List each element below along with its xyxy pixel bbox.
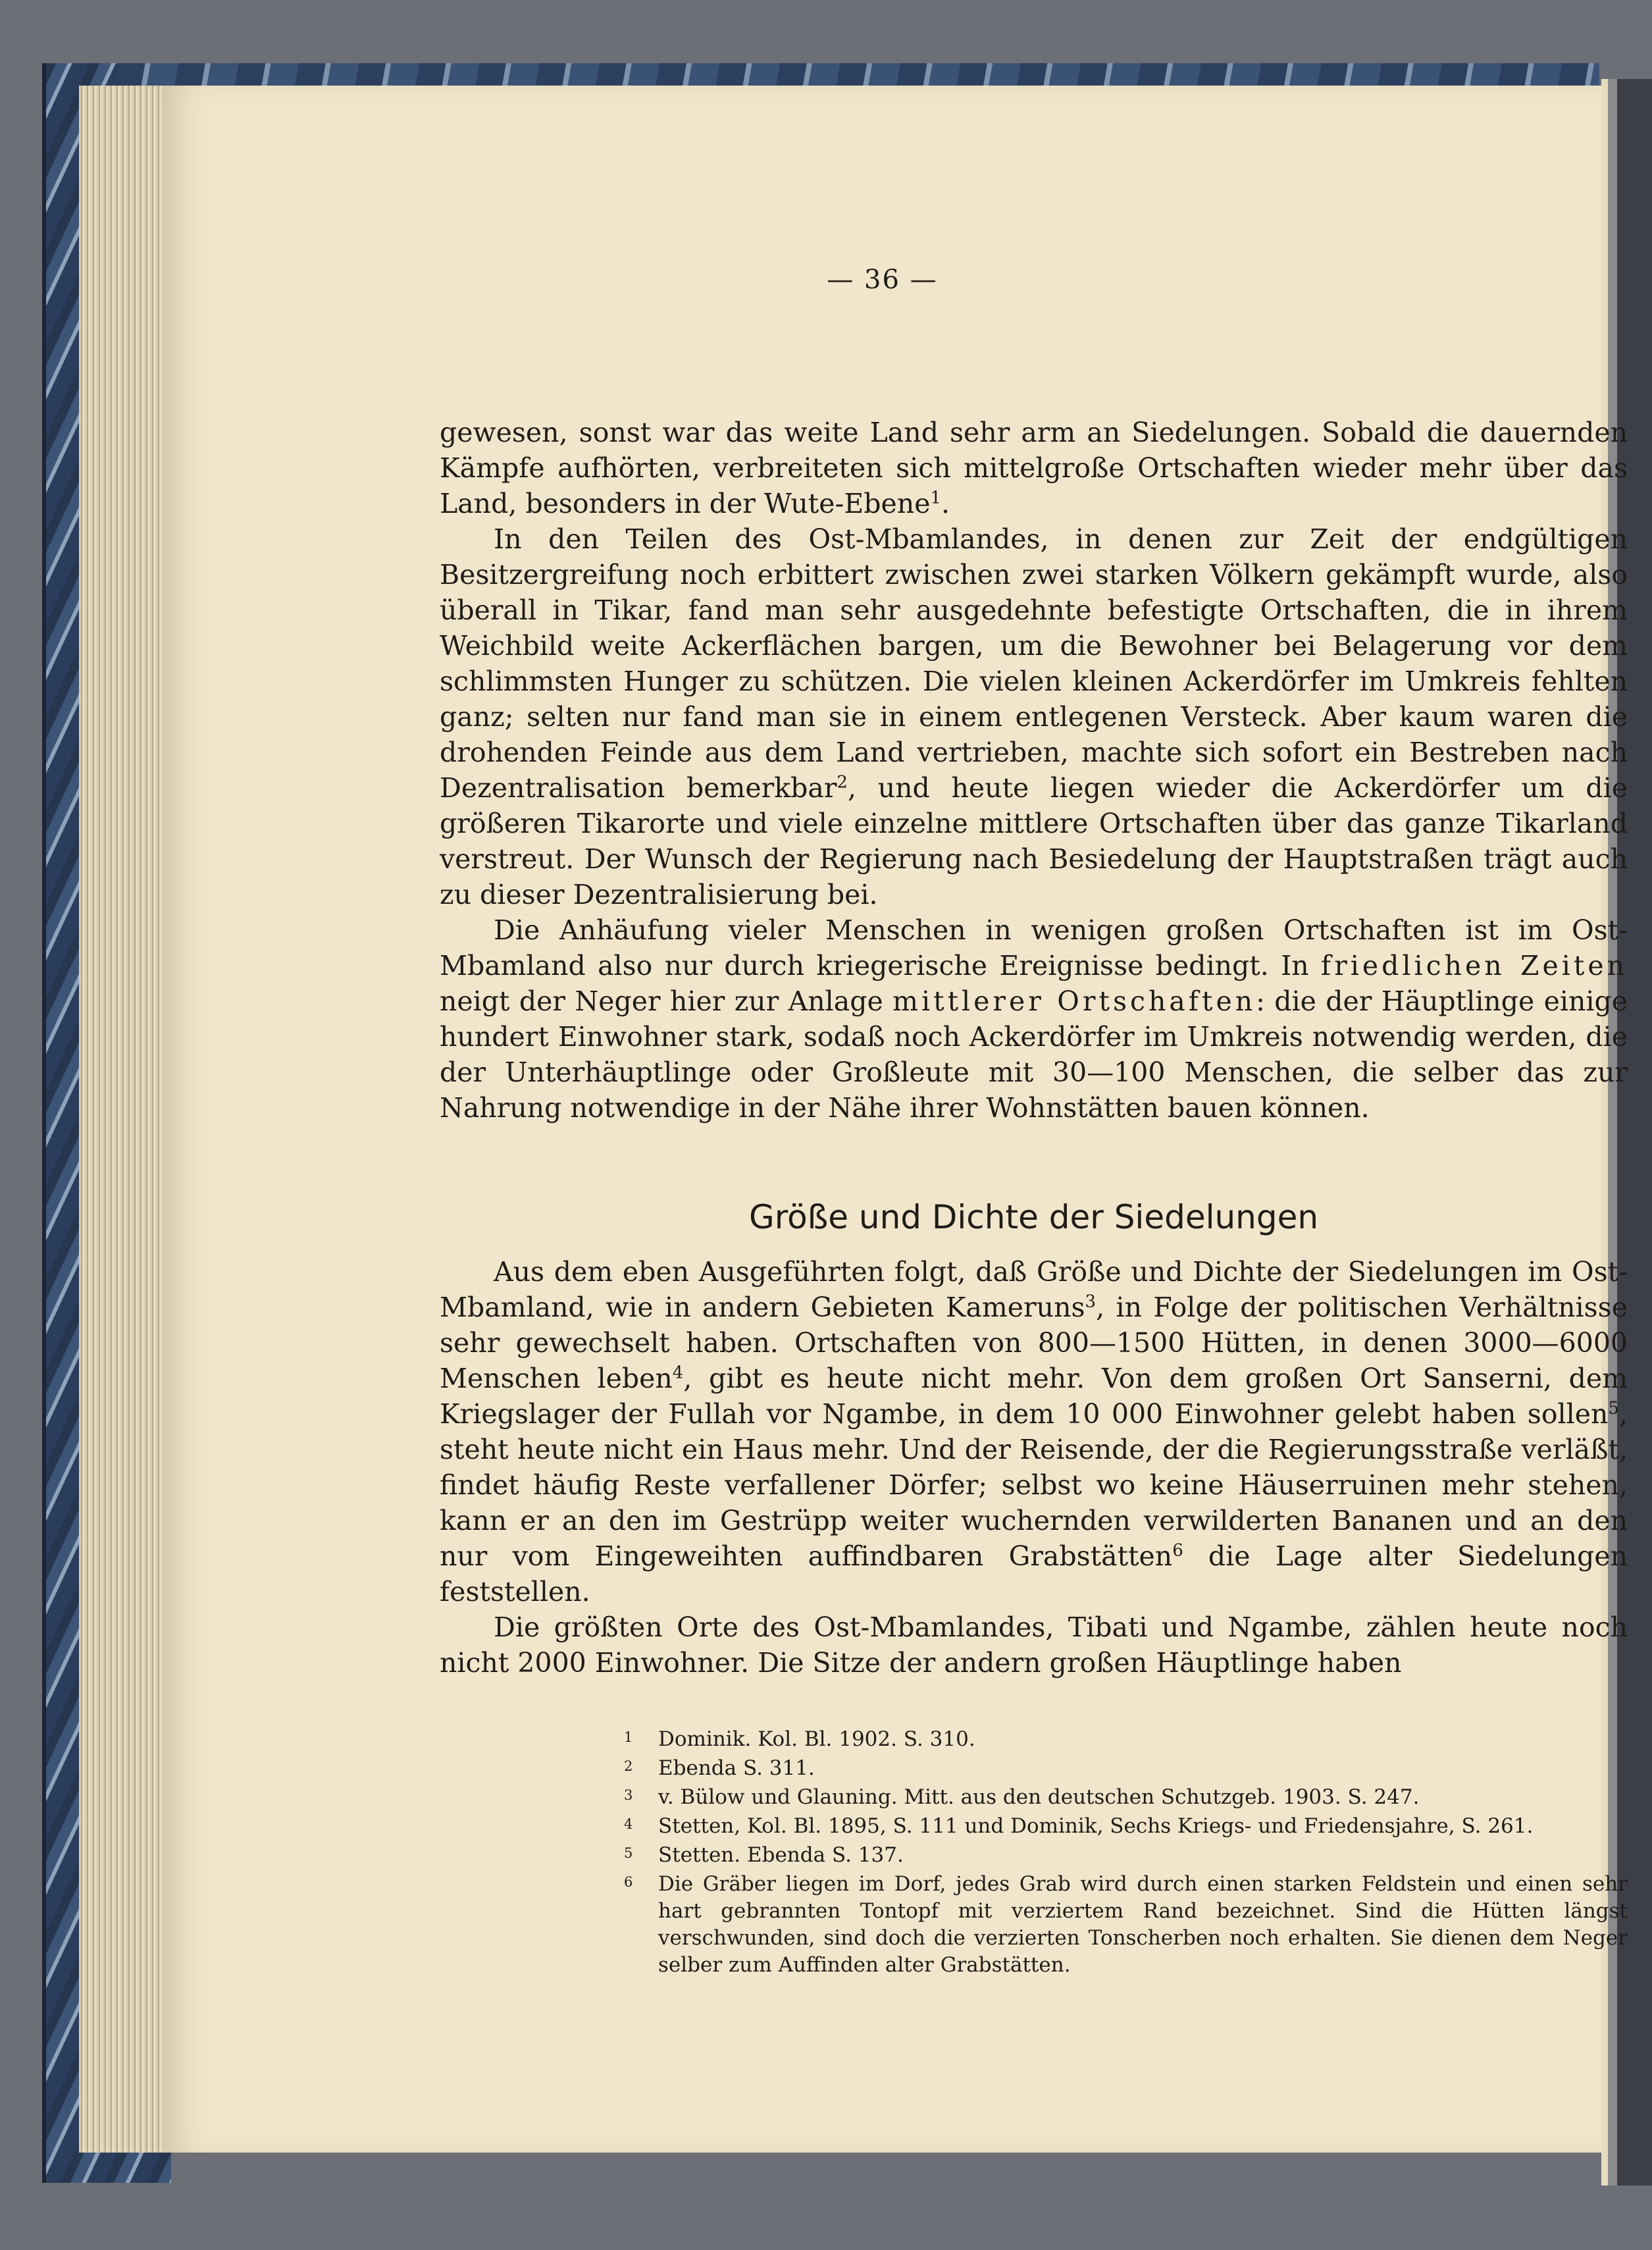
paragraph [440, 521, 1628, 912]
paragraph [440, 912, 1628, 1126]
body-text-bottom [440, 1254, 1628, 1681]
paragraph-text: gewesen, sonst war das weite Land sehr arm an Siedelungen. Sobald die dauernden Kämpfe aufhörten, verbreiteten sich mittelgroße Ortschaften wieder mehr über das Land, besonders in der Wute-Ebene [440, 417, 1628, 519]
page-edges [79, 86, 171, 2153]
paragraph [440, 1609, 1628, 1681]
footnote [624, 1784, 1628, 1813]
footnote-text: Ebenda S. 311. [658, 1756, 815, 1780]
page-number: — 36 — [827, 265, 938, 295]
paragraph-text: . [941, 488, 950, 519]
footnote [624, 1726, 1628, 1755]
footnote [624, 1755, 1628, 1784]
footnote [624, 1813, 1628, 1842]
footnote-mark: 1 [624, 1729, 633, 1745]
paragraph-text: In den Teilen des Ost-Mbamlandes, in denen zur Zeit der endgültigen Besitzergreifung noch erbittert zwischen zwei starken Völkern gekämpft wurde, also überall in Tikar, fand man sehr ausgedehnte befestigte Ortschaften, die in ihrem Weichbild weite Ackerflächen bargen, um die Bewohner bei Belagerung vor dem schlimmsten Hunger zu schützen. Die vielen kleinen Ackerdörfer im Umkreis fehlten ganz; selten nur fand man sie in einem entlegenen Versteck. Aber kaum waren die drohenden Feinde aus dem Land vertrieben, machte sich sofort ein Bestreben nach Dezentralisation bemerkbar [440, 523, 1628, 804]
footnote-text: Stetten, Kol. Bl. 1895, S. 111 und Dominik, Sechs Kriegs- und Friedensjahre, S. 261. [658, 1814, 1534, 1838]
paragraph-text: : die der Häuptlinge einige hundert Einwohner stark, sodaß noch Ackerdörfer im Umkreis notwendig werden, die der Unterhäuptlinge oder Großleute mit 30—100 Menschen, die selber das zur Nahrung notwendige in der Nähe ihrer Wohnstätten bauen können. [440, 985, 1628, 1124]
body-text-top [440, 415, 1628, 1126]
footnote-ref: 4 [672, 1363, 684, 1383]
footnotes [624, 1726, 1628, 1979]
footnote-text: v. Bülow und Glauning. Mitt. aus den deutschen Schutzgeb. 1903. S. 247. [658, 1785, 1420, 1809]
paragraph [440, 415, 1628, 521]
paragraph [440, 1254, 1628, 1609]
footnote-text: Die Gräber liegen im Dorf, jedes Grab wird durch einen starken Feldstein und einen sehr hart gebrannten Tontopf mit verziertem Rand bezeichnet. Sind die Hütten längst verschwunden, sind doch die verzierten Tonscherben noch erhalten. Sie dienen dem Neger selber zum Auffinden alter Grabstätten. [658, 1872, 1628, 1977]
paragraph-text: Aus dem eben Ausgeführten folgt, daß Größe und Dichte der Siedelungen im Ost-Mbamland, wie in andern Gebieten Kameruns [440, 1256, 1628, 1323]
paragraph-text: , steht heute nicht ein Haus mehr. Und der Reisende, der die Regierungsstraße verläßt, findet häufig Reste verfallener Dörfer; selbst wo keine Häuserruinen mehr stehen, kann er an den im Gestrüpp weiter wuchernden verwilderten Bananen und an den nur vom Eingeweihten auffindbaren Grabstätten [440, 1398, 1628, 1572]
footnote-mark: 6 [624, 1874, 633, 1890]
paragraph-text: , gibt es heute nicht mehr. Von dem großen Ort Sanserni, dem Kriegslager der Fullah vor Ngambe, in dem 10 000 Einwohner gelebt haben sollen [440, 1363, 1628, 1430]
footnote-mark: 2 [624, 1758, 633, 1774]
paragraph-text: Die Anhäufung vieler Menschen in wenigen großen Ortschaften ist im Ost-Mbamland also nur durch kriegerische Ereignisse bedingt. In [440, 914, 1628, 981]
section-heading: Größe und Dichte der Siedelungen [748, 1198, 1319, 1236]
footnote-text: Dominik. Kol. Bl. 1902. S. 310. [658, 1727, 975, 1751]
footnote-mark: 3 [624, 1787, 633, 1803]
footnote-mark: 5 [624, 1845, 633, 1861]
footnote-ref: 5 [1608, 1398, 1619, 1419]
footnote-ref: 3 [1085, 1292, 1097, 1312]
footnote-ref: 1 [930, 488, 942, 508]
paragraph-text: , und heute liegen wieder die Ackerdörfer um die größeren Tikarorte und viele einzelne mittlere Ortschaften über das ganze Tikarland verstreut. Der Wunsch der Regierung nach Besiedelung der Hauptstraßen trägt auch zu dieser Dezentralisierung bei. [440, 772, 1628, 910]
footnote [624, 1842, 1628, 1871]
paragraph-text: , in Folge der politischen Verhältnisse sehr gewechselt haben. Ortschaften von 800—1500 Hütten, in denen 3000—6000 Menschen leben [440, 1292, 1628, 1394]
footnote-ref: 2 [837, 772, 848, 793]
paragraph-text: die Lage alter Siedelungen feststellen. [440, 1540, 1628, 1608]
paragraph-text: Die größten Orte des Ost-Mbamlandes, Tibati und Ngambe, zählen heute noch nicht 2000 Einwohner. Die Sitze der andern großen Häuptlinge haben [440, 1611, 1628, 1679]
paragraph-text: neigt der Neger hier zur Anlage [440, 985, 893, 1017]
footnote-text: Stetten. Ebenda S. 137. [658, 1843, 904, 1867]
emphasis-spaced: friedlichen Zeiten [1321, 950, 1628, 981]
footnote [624, 1871, 1628, 1979]
footnote-ref: 6 [1172, 1540, 1183, 1561]
emphasis-spaced: mittlerer Ortschaften [892, 985, 1256, 1017]
footnote-mark: 4 [624, 1816, 633, 1832]
book-page [163, 86, 1628, 2153]
